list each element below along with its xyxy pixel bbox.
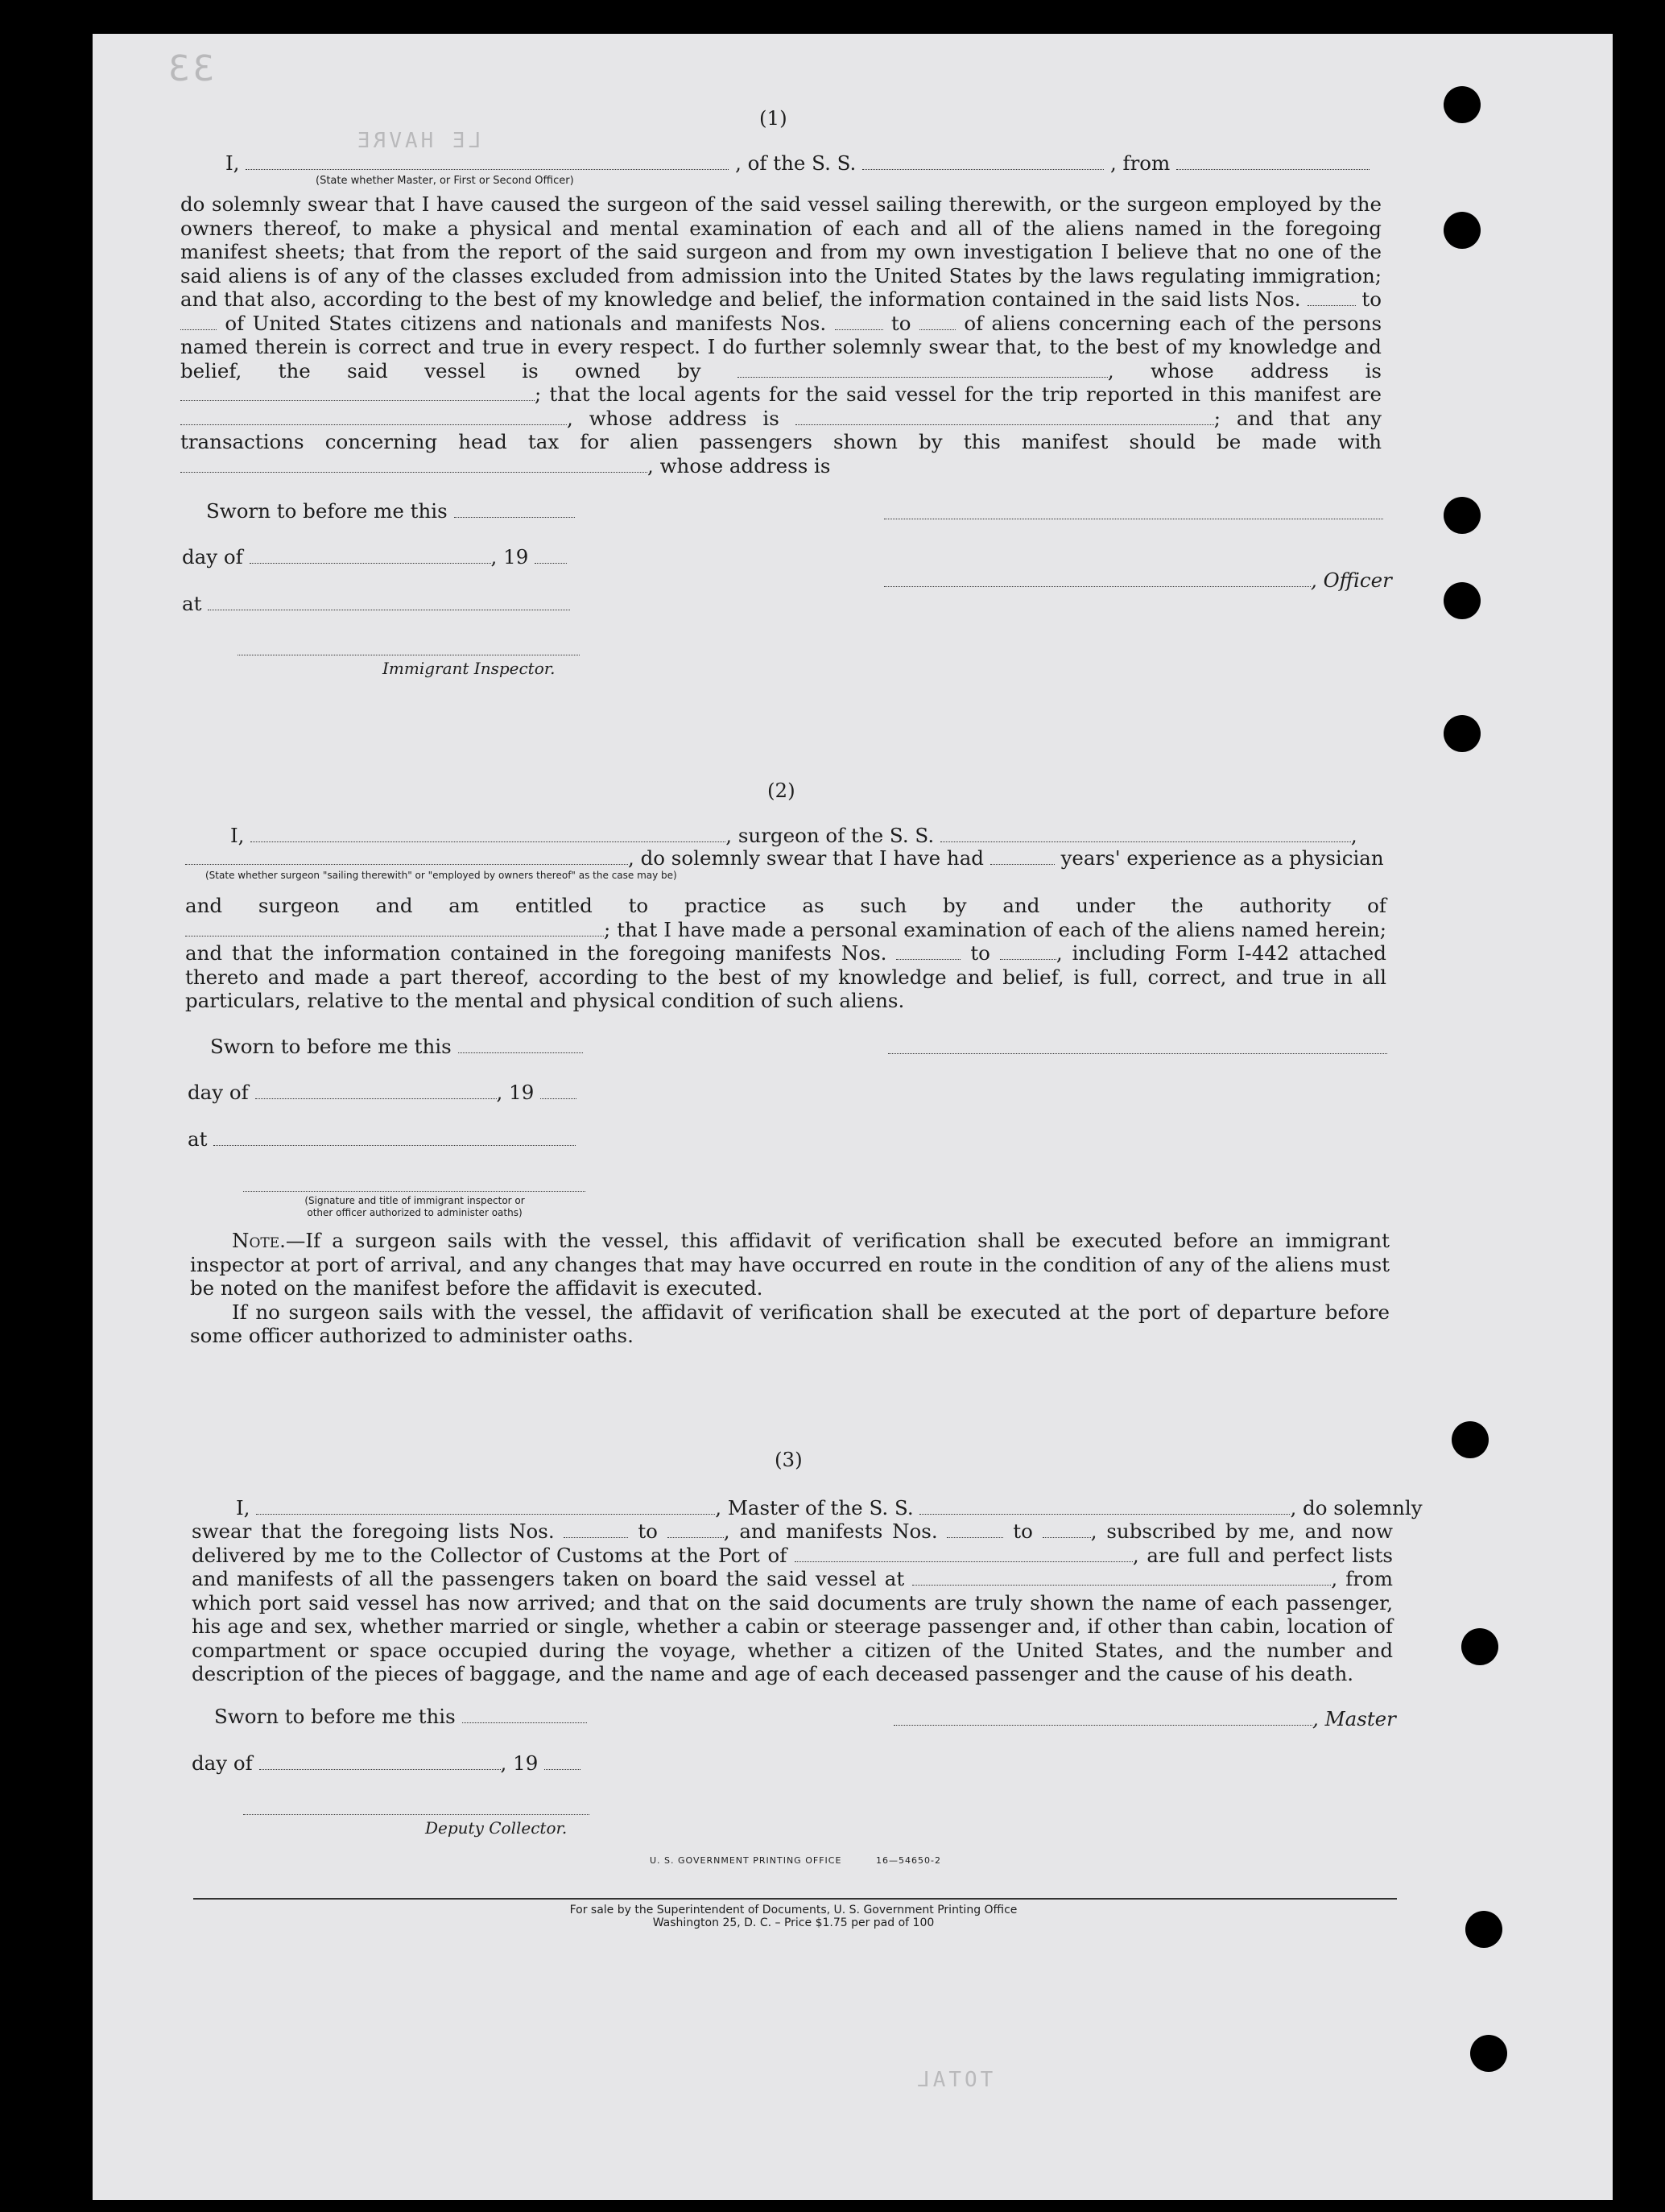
manifests-to-field[interactable] <box>919 329 956 330</box>
day-of-label: day of <box>182 545 243 569</box>
surgeon-name-field[interactable] <box>250 841 725 842</box>
section1-sworn <box>206 499 575 523</box>
section2-at <box>188 1127 576 1151</box>
agents-address-field[interactable] <box>795 424 1214 425</box>
year-field-2[interactable] <box>540 1098 576 1099</box>
swear-lists-text: swear that the foregoing lists Nos. <box>192 1519 555 1543</box>
sworn-label: Sworn to before me this <box>206 499 448 523</box>
bleed-through-number: 33 <box>165 48 214 89</box>
authority-field[interactable] <box>185 935 604 936</box>
section1-body-text: do solemnly swear that I have caused the surgeon of the said vessel sailing therewith, or the surgeon employed by the owners thereof, to make a physical and mental examination of each and all of the aliens named in the foregoing manifest sheets; that from the report of the said surgeon and from my own investigation I believe that no one of the said aliens is of any of the classes excluded from admission into the United States by the laws regulating immigration; and that also, according to the best of my knowledge and belief, the information contained in the said lists Nos. <box>180 192 1382 311</box>
master-signature-field[interactable] <box>894 1724 1312 1726</box>
punch-hole <box>1452 1421 1489 1458</box>
section3-i: I, <box>236 1496 250 1519</box>
sworn-label-2: Sworn to before me this <box>210 1035 452 1058</box>
year-label-3: , 19 <box>500 1751 539 1775</box>
sworn-label-3: Sworn to before me this <box>214 1705 456 1728</box>
punch-hole <box>1444 715 1481 752</box>
surgeon-signature-line[interactable] <box>888 1052 1387 1054</box>
owner-address-field[interactable] <box>180 399 535 401</box>
including-text: , including Form I-442 attached thereto and made a part thereof, according to the best of my knowledge and belief, is full, correct, and true in all particulars, relative to the mental and physical condition of such aliens. <box>185 941 1386 1012</box>
deputy-collector-signature-line[interactable] <box>243 1813 589 1815</box>
at-place-field-2[interactable] <box>213 1144 576 1146</box>
section1-line1 <box>225 151 1370 175</box>
full-perfect-text: , are full and perfect lists and manifests of all the passengers taken on board the said vessel at <box>192 1543 1393 1590</box>
day-of-label-3: day of <box>192 1751 253 1775</box>
subscribed-text: , subscribed by me, and now delivered by me to the Collector of Customs at the Port of <box>192 1519 1393 1567</box>
section2-sig-caption-2: other officer authorized to administer oaths) <box>307 1207 523 1218</box>
section2-sig-caption-1: (Signature and title of immigrant inspector or <box>304 1195 525 1206</box>
day-of-field-2[interactable] <box>255 1098 497 1099</box>
at-place-field[interactable] <box>208 609 570 610</box>
authority-text: and surgeon and am entitled to practice as such by and under the authority of <box>185 894 1386 917</box>
bleed-through-word: LE HAVRE <box>354 129 481 153</box>
master-vessel-field[interactable] <box>919 1513 1290 1515</box>
section1-body: do solemnly swear that I have caused the surgeon of the said vessel sailing therewith, or the surgeon employed by the owners thereof, to make a physical and mental examination of each and all of the aliens named in the foregoing manifest sheets; that from the report of the said surgeon and from my own investigation I believe that no one of the said aliens is of any of the classes excluded from admission into the United States by the laws regulating immigration; and that also, according to the best of my knowledge and belief, the information contained in the said lists Nos. to of United States citizens and nationals and manifests Nos. to of aliens concerning each of the persons named therein is correct and true in every respect. I do further solemnly swear that, to the best of my knowledge and belief, the said vessel is owned by , whose address is ; that the local agents for the said vessel for the trip reported in this manifest are , whose address is ; and that any transactions concerning head tax for alien passengers shown by this manifest should be made with , whose address is <box>180 192 1382 478</box>
day-of-field-3[interactable] <box>259 1768 501 1770</box>
punch-hole <box>1444 497 1481 534</box>
section3-to-label-2: to <box>1013 1519 1033 1543</box>
footer-rule <box>193 1898 1397 1900</box>
day-of-label-2: day of <box>188 1081 249 1104</box>
master-label: , Master <box>1312 1707 1396 1730</box>
lists-to-field[interactable] <box>180 329 217 330</box>
note-label: Note. <box>232 1229 286 1252</box>
section3-sworn <box>214 1705 587 1728</box>
section3-to-label: to <box>638 1519 658 1543</box>
punch-hole <box>1444 582 1481 619</box>
agents-field[interactable] <box>180 424 567 425</box>
note-text-1: —If a surgeon sails with the vessel, this affidavit of verification shall be executed before an immigrant inspector at port of arrival, and any changes that may have occurred en route in the condition of any of the aliens must be noted on the manifest before the affidavit is executed. <box>190 1229 1390 1300</box>
section3-day-of <box>192 1751 580 1775</box>
manifests-from-field[interactable] <box>835 329 883 330</box>
surgeon-of-label: , surgeon of the S. S. <box>725 824 935 847</box>
section1-signature-line[interactable] <box>884 518 1383 519</box>
section1-day-of <box>182 545 567 569</box>
section2-to-label: to <box>970 941 990 965</box>
section1-whose-address: , whose address is <box>1107 358 1382 382</box>
section1-i: I, <box>225 151 240 175</box>
surgeon-swear-label: , do solemnly swear that I have had <box>628 846 984 870</box>
exam-manifests-to-field[interactable] <box>1000 958 1056 960</box>
exam-manifests-from-field[interactable] <box>896 958 961 960</box>
lists-from-field[interactable] <box>1308 304 1356 306</box>
section3-lists-to-field[interactable] <box>667 1536 724 1538</box>
section2-sworn <box>210 1035 583 1058</box>
printing-office-label: U. S. GOVERNMENT PRINTING OFFICE <box>650 1855 842 1866</box>
section2-note <box>190 1229 1390 1348</box>
sale-line-2: Washington 25, D. C. – Price $1.75 per pad of 100 <box>652 1916 935 1929</box>
do-solemnly-label: , do solemnly <box>1290 1496 1423 1519</box>
owner-field[interactable] <box>737 376 1108 378</box>
section3-manifests-from-field[interactable] <box>947 1536 1003 1538</box>
sale-line-1: For sale by the Superintendent of Documents, U. S. Government Printing Office <box>569 1904 1018 1916</box>
surgeon-status-field[interactable] <box>185 863 628 865</box>
day-of-field[interactable] <box>250 562 491 564</box>
year-label-2: , 19 <box>496 1081 535 1104</box>
exam-text: that I have made a personal examination of each of the aliens named herein; and that the information contained in the foregoing manifests Nos. <box>185 917 1387 965</box>
section3-body <box>192 1519 1393 1686</box>
at-label-2: at <box>188 1127 208 1151</box>
section3-lists-from-field[interactable] <box>564 1536 628 1538</box>
section3-master-line <box>894 1707 1396 1730</box>
section1-whose-address-3: , whose address is <box>647 453 831 478</box>
master-name-field[interactable] <box>256 1513 715 1515</box>
year-field-3[interactable] <box>544 1768 580 1770</box>
punch-hole <box>1470 2035 1507 2072</box>
and-manifests-text: , and manifests Nos. <box>723 1519 938 1543</box>
vessel-name-field[interactable] <box>862 168 1104 170</box>
port-of-collector-field[interactable] <box>795 1561 1133 1562</box>
section2-body: and surgeon and am entitled to practice as such by and under the authority of ; that I have made a personal examination of each of the aliens named herein; and that the information contained in the foregoing manifests Nos. to , including Form I-442 attached thereto and made a part thereof, according to the best of my knowledge and belief, is full, correct, and true in all particulars, relative to the mental and physical condition of such aliens. <box>185 894 1387 1012</box>
bleed-through-total: TOTAL <box>914 2068 994 2092</box>
years-label: years' experience as a physician <box>1060 846 1384 870</box>
section2-caption: (State whether surgeon "sailing therewith" or "employed by owners thereof" as the case may be) <box>205 870 677 881</box>
section1-whose-address-2: whose address is <box>589 406 779 430</box>
officer-label: , Officer <box>1311 569 1392 592</box>
section1-head-tax-text: ; and that any transactions concerning head tax for alien passengers shown by this manifest should be made with <box>180 406 1382 453</box>
section1-to-label-2: to <box>890 311 911 335</box>
officer-signature-field[interactable] <box>884 585 1311 587</box>
section2-official-signature-line[interactable] <box>243 1190 585 1192</box>
punch-hole <box>1465 1911 1502 1948</box>
punch-hole <box>1444 86 1481 123</box>
sworn-date-field[interactable] <box>454 516 575 518</box>
master-of-label: , Master of the S. S. <box>715 1496 914 1519</box>
note-text-2: If no surgeon sails with the vessel, the affidavit of verification shall be executed at the port of departure before some officer authorized to administer oaths. <box>190 1300 1390 1347</box>
year-field[interactable] <box>535 562 567 564</box>
section1-citizens-text: of United States citizens and nationals and manifests Nos. <box>225 311 827 335</box>
years-experience-field[interactable] <box>990 863 1055 865</box>
section1-from: , from <box>1109 151 1171 175</box>
section1-agents-text: that the local agents for the said vessel for the trip reported in this manifest are <box>549 382 1382 406</box>
section1-owned-text: of aliens concerning each of the persons named therein is correct and true in every respect. I do further solemnly swear that, to the best of my knowledge and belief, the said vessel is owned by <box>180 311 1382 382</box>
section2-line2 <box>185 846 1384 870</box>
section1-number: (1) <box>759 106 787 130</box>
section1-of-ss: , of the S. S. <box>735 151 857 175</box>
form-number: 16—54650-2 <box>876 1855 941 1866</box>
punch-hole <box>1461 1628 1498 1665</box>
year-label: , 19 <box>490 545 529 569</box>
deputy-collector-label: Deputy Collector. <box>425 1818 568 1838</box>
section1-to-label: to <box>1361 287 1382 311</box>
section1-officer-line <box>884 569 1392 592</box>
section1-at <box>182 592 570 615</box>
section3-manifests-to-field[interactable] <box>1043 1536 1091 1538</box>
punch-hole <box>1444 212 1481 249</box>
head-tax-contact-field[interactable] <box>180 471 647 473</box>
master-or-officer-field[interactable] <box>246 168 729 170</box>
surgeon-vessel-field[interactable] <box>940 841 1351 842</box>
section3-number: (3) <box>775 1448 803 1471</box>
section2-number: (2) <box>767 779 795 802</box>
inspector-label: Immigrant Inspector. <box>382 659 556 678</box>
sworn-date-field-3[interactable] <box>462 1722 587 1723</box>
boarding-port-field[interactable] <box>912 1584 1331 1586</box>
section2-i: I, <box>230 824 245 847</box>
section1-caption: (State whether Master, or First or Second Officer) <box>316 175 574 187</box>
section2-line1: I, , surgeon of the S. S. , <box>230 824 1357 847</box>
port-from-field[interactable] <box>1176 168 1370 170</box>
section2-day-of <box>188 1081 576 1104</box>
section3-line1 <box>236 1496 1423 1519</box>
from-which-text: , from which port said vessel has now arrived; and that on the said documents are truly shown the name of each passenger, his age and sex, whether married or single, whether a cabin or steerage passenger and, if other than cabin, location of compartment or space occupied during the voyage, whether a citizen of the United States, and the number and description of the pieces of baggage, and the name and age of each deceased passenger and the cause of his death. <box>192 1567 1393 1685</box>
at-label: at <box>182 592 202 615</box>
inspector-signature-line[interactable] <box>238 654 580 655</box>
sworn-date-field-2[interactable] <box>458 1052 583 1053</box>
